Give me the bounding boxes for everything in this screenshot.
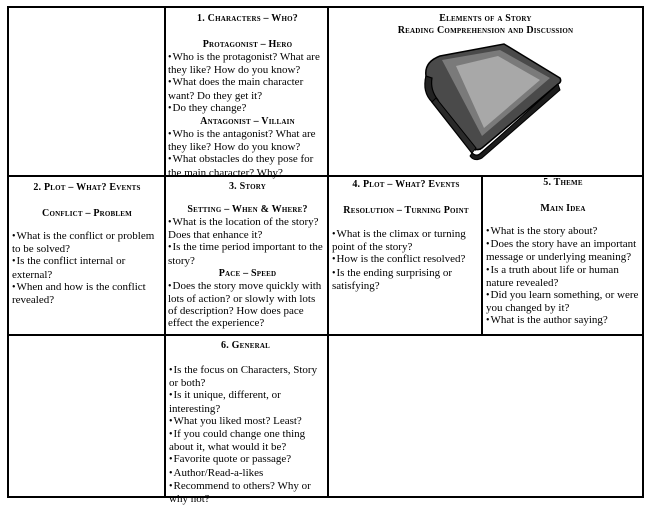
- plot-resolution-cell: [332, 179, 480, 292]
- list-item: • Is the conflict internal or external?: [12, 255, 162, 280]
- list-item: • Is it unique, different, or interesting?: [169, 389, 322, 414]
- antagonist-questions: [168, 128, 327, 179]
- list-item: • Recommend to others? Why or why not?: [169, 480, 322, 505]
- plot-conflict-title: 2. Plot – What? Events: [33, 182, 141, 193]
- list-item: • What is the author saying?: [486, 314, 640, 327]
- grid-line-col2: [327, 6, 329, 498]
- conflict-label: Conflict – Problem: [42, 208, 132, 219]
- list-item: • When and how is the conflict revealed?: [12, 281, 162, 306]
- plot-resolution-title: 4. Plot – What? Events: [352, 179, 460, 190]
- list-item: • What you liked most? Least?: [169, 415, 322, 428]
- list-item: • How is the conflict resolved?: [332, 253, 480, 266]
- list-item: • What obstacles do they pose for the main character? Why?: [168, 153, 327, 178]
- list-item: • Author/Read-a-likes: [169, 467, 322, 480]
- protagonist-label: Protagonist – Hero: [202, 39, 293, 50]
- list-item: • What is the climax or turning point of the story?: [332, 228, 480, 253]
- closed-book-icon: [410, 40, 580, 168]
- list-item: • Do they change?: [168, 102, 327, 115]
- general-cell: [169, 340, 322, 505]
- conflict-questions: [12, 230, 162, 306]
- list-item: • What is the conflict or problem to be solved?: [12, 230, 162, 255]
- setting-questions: [168, 216, 327, 267]
- resolution-label: Resolution – Turning Point: [343, 205, 469, 216]
- list-item: • Favorite quote or passage?: [169, 453, 322, 466]
- grid-line-bottom: [7, 496, 644, 498]
- characters-cell: [168, 13, 327, 179]
- antagonist-label: Antagonist – Villain: [200, 116, 295, 128]
- grid-line-right: [642, 6, 644, 498]
- list-item: • Is the focus on Characters, Story or both?: [169, 364, 322, 389]
- grid-line-top: [7, 6, 644, 8]
- list-item: • Is a truth about life or human nature revealed?: [486, 264, 640, 289]
- list-item: • Does the story have an important message or underlying meaning?: [486, 238, 640, 263]
- pace-questions: [168, 280, 327, 330]
- story-title: 3. Story: [228, 181, 266, 192]
- theme-cell: [486, 177, 640, 328]
- general-questions: [169, 364, 322, 505]
- resolution-questions: [332, 228, 480, 292]
- setting-label: Setting – When & Where?: [187, 204, 308, 215]
- plot-conflict-cell: [12, 182, 162, 306]
- list-item: • Is the time period important to the story?: [168, 241, 327, 266]
- elements-header-cell: [331, 13, 640, 37]
- list-item: • What is the location of the story? Does that enhance it?: [168, 216, 327, 241]
- list-item: • If you could change one thing about it, what would it be?: [169, 428, 322, 453]
- main-idea-label: Main Idea: [540, 203, 586, 214]
- grid-line-col3: [481, 175, 483, 336]
- grid-line-left: [7, 6, 9, 498]
- list-item: • Did you learn something, or were you changed by it?: [486, 289, 640, 314]
- story-cell: [168, 181, 327, 330]
- theme-questions: [486, 225, 640, 328]
- list-item: • Who is the antagonist? What are they like? How do you know?: [168, 128, 327, 153]
- grid-line-col1: [164, 6, 166, 498]
- protagonist-questions: [168, 51, 327, 115]
- pace-label: Pace – Speed: [218, 267, 277, 279]
- list-item: • Does the story move quickly with lots of action? or slowly with lots of description? How does pace effect the experience?: [168, 280, 327, 330]
- grid-line-row2: [7, 334, 644, 336]
- theme-title: 5. Theme: [543, 177, 583, 188]
- list-item: • What is the story about?: [486, 225, 640, 238]
- worksheet-title: Elements of a Story: [439, 13, 532, 24]
- general-title: 6. General: [221, 340, 270, 351]
- characters-title: 1. Characters – Who?: [197, 13, 298, 24]
- worksheet-subtitle: Reading Comprehension and Discussion: [397, 25, 574, 36]
- list-item: • Is the ending surprising or satisfying?: [332, 267, 480, 292]
- list-item: • Who is the protagonist? What are they like? How do you know?: [168, 51, 327, 76]
- list-item: • What does the main character want? Do they get it?: [168, 76, 327, 101]
